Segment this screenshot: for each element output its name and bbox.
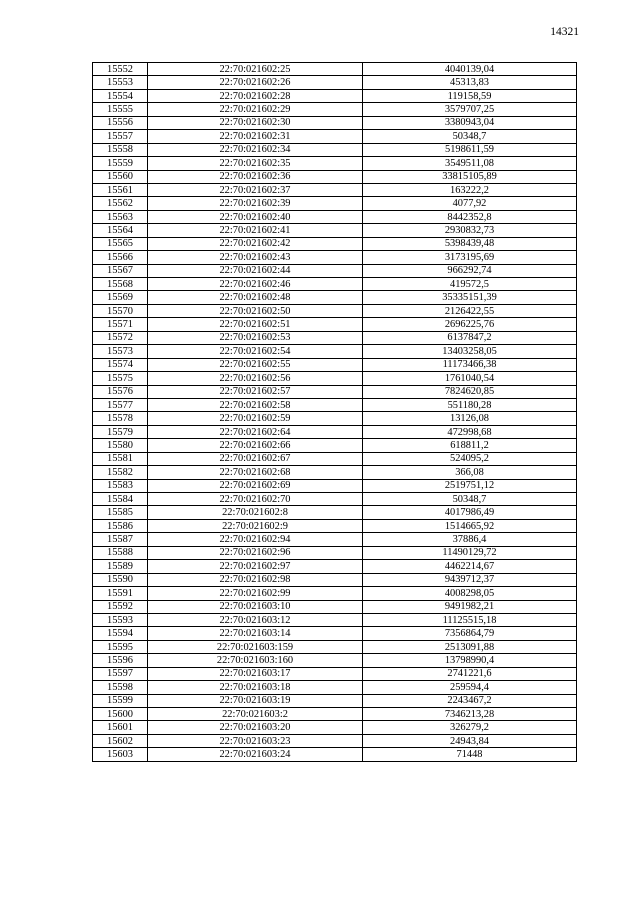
table-row — [93, 385, 577, 398]
cadastral-value-cell: 7824620,85 — [363, 385, 577, 398]
cadastral-value-cell: 524095,2 — [363, 452, 577, 465]
table-row — [93, 278, 577, 291]
cadastral-value-cell: 618811,2 — [363, 439, 577, 452]
row-number-cell: 15576 — [93, 385, 148, 398]
row-number-cell: 15578 — [93, 412, 148, 425]
row-number-cell: 15603 — [93, 748, 148, 761]
cadastral-value-cell: 7356864,79 — [363, 627, 577, 640]
row-number-cell: 15559 — [93, 157, 148, 170]
cadastral-number-cell: 22:70:021602:94 — [148, 533, 363, 546]
table-row — [93, 748, 577, 761]
cadastral-number-cell: 22:70:021602:28 — [148, 89, 363, 102]
cadastral-number-cell: 22:70:021602:69 — [148, 479, 363, 492]
cadastral-value-cell: 4077,92 — [363, 197, 577, 210]
table-row — [93, 560, 577, 573]
table-row — [93, 627, 577, 640]
row-number-cell: 15575 — [93, 372, 148, 385]
cadastral-number-cell: 22:70:021602:41 — [148, 224, 363, 237]
cadastral-value-cell: 11173466,38 — [363, 358, 577, 371]
table-row — [93, 103, 577, 116]
cadastral-value-cell: 259594,4 — [363, 681, 577, 694]
cadastral-value-cell: 966292,74 — [363, 264, 577, 277]
cadastral-value-cell: 1514665,92 — [363, 519, 577, 532]
cadastral-number-cell: 22:70:021603:19 — [148, 694, 363, 707]
cadastral-value-cell: 50348,7 — [363, 130, 577, 143]
table-row — [93, 130, 577, 143]
cadastral-value-cell: 33815105,89 — [363, 170, 577, 183]
cadastral-value-cell: 119158,59 — [363, 89, 577, 102]
table-row — [93, 533, 577, 546]
row-number-cell: 15588 — [93, 546, 148, 559]
cadastral-number-cell: 22:70:021602:40 — [148, 210, 363, 223]
row-number-cell: 15574 — [93, 358, 148, 371]
table-row — [93, 264, 577, 277]
table-row — [93, 143, 577, 156]
table-row — [93, 157, 577, 170]
row-number-cell: 15571 — [93, 318, 148, 331]
table-row — [93, 183, 577, 196]
table-row — [93, 640, 577, 653]
table-row — [93, 372, 577, 385]
cadastral-value-cell: 2519751,12 — [363, 479, 577, 492]
table-row — [93, 600, 577, 613]
cadastral-number-cell: 22:70:021602:59 — [148, 412, 363, 425]
row-number-cell: 15600 — [93, 708, 148, 721]
row-number-cell: 15580 — [93, 439, 148, 452]
cadastral-value-cell: 366,08 — [363, 466, 577, 479]
cadastral-value-cell: 3380943,04 — [363, 116, 577, 129]
table-body — [93, 63, 577, 762]
cadastral-number-cell: 22:70:021602:37 — [148, 183, 363, 196]
table-row — [93, 76, 577, 89]
row-number-cell: 15566 — [93, 251, 148, 264]
cadastral-number-cell: 22:70:021602:30 — [148, 116, 363, 129]
cadastral-number-cell: 22:70:021602:53 — [148, 331, 363, 344]
row-number-cell: 15597 — [93, 667, 148, 680]
cadastral-value-cell: 6137847,2 — [363, 331, 577, 344]
row-number-cell: 15558 — [93, 143, 148, 156]
cadastral-value-cell: 45313,83 — [363, 76, 577, 89]
table-row — [93, 734, 577, 747]
row-number-cell: 15595 — [93, 640, 148, 653]
cadastral-value-cell: 13403258,05 — [363, 345, 577, 358]
table-row — [93, 466, 577, 479]
cadastral-number-cell: 22:70:021602:9 — [148, 519, 363, 532]
cadastral-number-cell: 22:70:021603:159 — [148, 640, 363, 653]
table-row — [93, 331, 577, 344]
row-number-cell: 15585 — [93, 506, 148, 519]
row-number-cell: 15563 — [93, 210, 148, 223]
table-row — [93, 304, 577, 317]
cadastral-number-cell: 22:70:021602:48 — [148, 291, 363, 304]
cadastral-number-cell: 22:70:021602:34 — [148, 143, 363, 156]
cadastral-number-cell: 22:70:021602:29 — [148, 103, 363, 116]
table-row — [93, 197, 577, 210]
cadastral-value-cell: 71448 — [363, 748, 577, 761]
cadastral-value-cell: 13126,08 — [363, 412, 577, 425]
cadastral-number-cell: 22:70:021602:44 — [148, 264, 363, 277]
table-row — [93, 237, 577, 250]
cadastral-value-cell: 35335151,39 — [363, 291, 577, 304]
table-row — [93, 210, 577, 223]
cadastral-number-cell: 22:70:021603:24 — [148, 748, 363, 761]
table-row — [93, 89, 577, 102]
cadastral-number-cell: 22:70:021603:12 — [148, 613, 363, 626]
table-row — [93, 654, 577, 667]
cadastral-number-cell: 22:70:021602:55 — [148, 358, 363, 371]
row-number-cell: 15561 — [93, 183, 148, 196]
cadastral-number-cell: 22:70:021602:99 — [148, 587, 363, 600]
table-row — [93, 291, 577, 304]
table-row — [93, 708, 577, 721]
cadastral-value-cell: 9491982,21 — [363, 600, 577, 613]
cadastral-value-cell: 2930832,73 — [363, 224, 577, 237]
row-number-cell: 15581 — [93, 452, 148, 465]
cadastral-value-cell: 472998,68 — [363, 425, 577, 438]
row-number-cell: 15572 — [93, 331, 148, 344]
cadastral-value-cell: 4040139,04 — [363, 63, 577, 76]
cadastral-value-cell: 5198611,59 — [363, 143, 577, 156]
cadastral-number-cell: 22:70:021602:39 — [148, 197, 363, 210]
cadastral-number-cell: 22:70:021602:51 — [148, 318, 363, 331]
cadastral-value-cell: 4017986,49 — [363, 506, 577, 519]
cadastral-value-cell: 3579707,25 — [363, 103, 577, 116]
cadastral-value-cell: 2513091,88 — [363, 640, 577, 653]
cadastral-number-cell: 22:70:021603:17 — [148, 667, 363, 680]
row-number-cell: 15573 — [93, 345, 148, 358]
table-row — [93, 506, 577, 519]
row-number-cell: 15552 — [93, 63, 148, 76]
cadastral-number-cell: 22:70:021602:67 — [148, 452, 363, 465]
table-row — [93, 694, 577, 707]
cadastral-value-cell: 7346213,28 — [363, 708, 577, 721]
table-row — [93, 398, 577, 411]
cadastral-value-table — [92, 62, 577, 762]
table-row — [93, 170, 577, 183]
cadastral-number-cell: 22:70:021602:54 — [148, 345, 363, 358]
row-number-cell: 15570 — [93, 304, 148, 317]
cadastral-number-cell: 22:70:021602:70 — [148, 493, 363, 506]
cadastral-number-cell: 22:70:021602:50 — [148, 304, 363, 317]
cadastral-value-cell: 4008298,05 — [363, 587, 577, 600]
cadastral-value-cell: 551180,28 — [363, 398, 577, 411]
cadastral-number-cell: 22:70:021602:56 — [148, 372, 363, 385]
table-row — [93, 345, 577, 358]
cadastral-number-cell: 22:70:021602:66 — [148, 439, 363, 452]
cadastral-value-cell: 326279,2 — [363, 721, 577, 734]
cadastral-number-cell: 22:70:021602:64 — [148, 425, 363, 438]
cadastral-value-cell: 2243467,2 — [363, 694, 577, 707]
cadastral-number-cell: 22:70:021602:26 — [148, 76, 363, 89]
cadastral-number-cell: 22:70:021602:8 — [148, 506, 363, 519]
cadastral-number-cell: 22:70:021602:98 — [148, 573, 363, 586]
cadastral-number-cell: 22:70:021602:43 — [148, 251, 363, 264]
row-number-cell: 15583 — [93, 479, 148, 492]
row-number-cell: 15557 — [93, 130, 148, 143]
cadastral-value-cell: 163222,2 — [363, 183, 577, 196]
row-number-cell: 15593 — [93, 613, 148, 626]
cadastral-number-cell: 22:70:021602:58 — [148, 398, 363, 411]
row-number-cell: 15577 — [93, 398, 148, 411]
table-row — [93, 251, 577, 264]
row-number-cell: 15601 — [93, 721, 148, 734]
cadastral-value-cell: 50348,7 — [363, 493, 577, 506]
table-row — [93, 546, 577, 559]
cadastral-value-cell: 419572,5 — [363, 278, 577, 291]
cadastral-number-cell: 22:70:021603:14 — [148, 627, 363, 640]
cadastral-value-cell: 3173195,69 — [363, 251, 577, 264]
row-number-cell: 15555 — [93, 103, 148, 116]
table-row — [93, 587, 577, 600]
cadastral-number-cell: 22:70:021603:10 — [148, 600, 363, 613]
cadastral-value-cell: 37886,4 — [363, 533, 577, 546]
cadastral-value-cell: 3549511,08 — [363, 157, 577, 170]
cadastral-number-cell: 22:70:021602:97 — [148, 560, 363, 573]
cadastral-value-cell: 24943,84 — [363, 734, 577, 747]
table-row — [93, 224, 577, 237]
row-number-cell: 15587 — [93, 533, 148, 546]
table-row — [93, 439, 577, 452]
table-row — [93, 358, 577, 371]
cadastral-value-cell: 2126422,55 — [363, 304, 577, 317]
cadastral-number-cell: 22:70:021602:35 — [148, 157, 363, 170]
row-number-cell: 15568 — [93, 278, 148, 291]
cadastral-value-cell: 4462214,67 — [363, 560, 577, 573]
cadastral-number-cell: 22:70:021603:23 — [148, 734, 363, 747]
table-row — [93, 479, 577, 492]
row-number-cell: 15584 — [93, 493, 148, 506]
row-number-cell: 15562 — [93, 197, 148, 210]
table-row — [93, 412, 577, 425]
row-number-cell: 15556 — [93, 116, 148, 129]
row-number-cell: 15564 — [93, 224, 148, 237]
cadastral-value-cell: 2741221,6 — [363, 667, 577, 680]
cadastral-number-cell: 22:70:021602:25 — [148, 63, 363, 76]
table-row — [93, 667, 577, 680]
table-row — [93, 425, 577, 438]
row-number-cell: 15569 — [93, 291, 148, 304]
row-number-cell: 15590 — [93, 573, 148, 586]
row-number-cell: 15598 — [93, 681, 148, 694]
table-row — [93, 63, 577, 76]
table-row — [93, 681, 577, 694]
cadastral-number-cell: 22:70:021603:160 — [148, 654, 363, 667]
cadastral-number-cell: 22:70:021603:2 — [148, 708, 363, 721]
cadastral-number-cell: 22:70:021602:96 — [148, 546, 363, 559]
page-number: 14321 — [550, 26, 579, 38]
cadastral-number-cell: 22:70:021602:36 — [148, 170, 363, 183]
cadastral-number-cell: 22:70:021602:57 — [148, 385, 363, 398]
table-row — [93, 519, 577, 532]
cadastral-number-cell: 22:70:021602:46 — [148, 278, 363, 291]
row-number-cell: 15553 — [93, 76, 148, 89]
row-number-cell: 15560 — [93, 170, 148, 183]
cadastral-value-cell: 11125515,18 — [363, 613, 577, 626]
row-number-cell: 15596 — [93, 654, 148, 667]
row-number-cell: 15599 — [93, 694, 148, 707]
table-row — [93, 116, 577, 129]
table-row — [93, 613, 577, 626]
cadastral-number-cell: 22:70:021603:18 — [148, 681, 363, 694]
table-row — [93, 318, 577, 331]
row-number-cell: 15582 — [93, 466, 148, 479]
cadastral-value-cell: 1761040,54 — [363, 372, 577, 385]
row-number-cell: 15602 — [93, 734, 148, 747]
cadastral-value-cell: 9439712,37 — [363, 573, 577, 586]
table-row — [93, 721, 577, 734]
row-number-cell: 15594 — [93, 627, 148, 640]
cadastral-value-cell: 2696225,76 — [363, 318, 577, 331]
table-row — [93, 573, 577, 586]
cadastral-number-cell: 22:70:021602:31 — [148, 130, 363, 143]
cadastral-value-cell: 5398439,48 — [363, 237, 577, 250]
cadastral-value-cell: 13798990,4 — [363, 654, 577, 667]
row-number-cell: 15567 — [93, 264, 148, 277]
row-number-cell: 15579 — [93, 425, 148, 438]
cadastral-value-cell: 11490129,72 — [363, 546, 577, 559]
cadastral-number-cell: 22:70:021603:20 — [148, 721, 363, 734]
row-number-cell: 15586 — [93, 519, 148, 532]
cadastral-number-cell: 22:70:021602:68 — [148, 466, 363, 479]
row-number-cell: 15591 — [93, 587, 148, 600]
table-row — [93, 493, 577, 506]
cadastral-value-cell: 8442352,8 — [363, 210, 577, 223]
row-number-cell: 15554 — [93, 89, 148, 102]
table-row — [93, 452, 577, 465]
row-number-cell: 15592 — [93, 600, 148, 613]
cadastral-number-cell: 22:70:021602:42 — [148, 237, 363, 250]
row-number-cell: 15565 — [93, 237, 148, 250]
row-number-cell: 15589 — [93, 560, 148, 573]
